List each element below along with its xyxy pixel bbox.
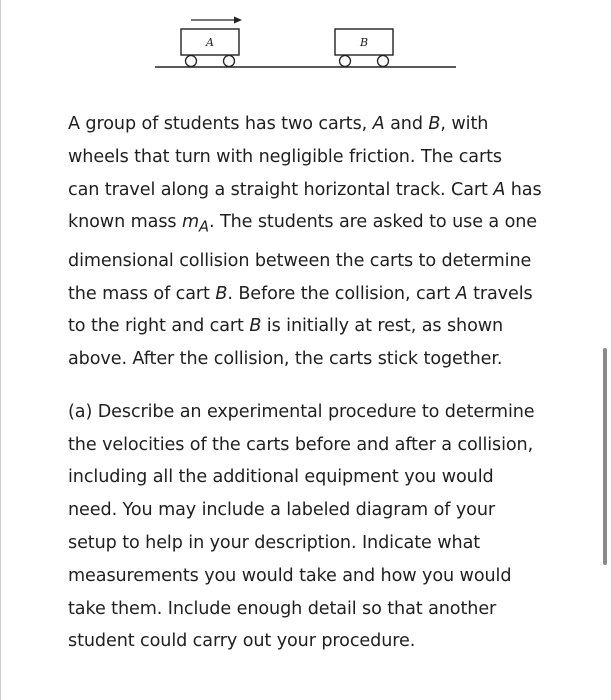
text-line: measurements you would take and how you would <box>68 565 512 586</box>
carts-diagram <box>150 8 462 74</box>
text-line: the velocities of the carts before and after a collision, <box>68 434 534 455</box>
cart-a-label: A <box>206 36 214 49</box>
cart-b-wheel-right <box>378 56 389 67</box>
text-line: need. You may include a labeled diagram of your <box>68 500 495 521</box>
question-text <box>68 108 593 658</box>
cart-a <box>181 29 239 67</box>
cart-a-wheel-right <box>224 56 235 67</box>
text-line: dimensional collision between the carts to determine <box>68 250 532 271</box>
text-line: A group of students has two carts, A and B, with <box>68 114 489 134</box>
cart-b-label: B <box>359 36 369 49</box>
cart-b <box>335 29 393 67</box>
text-line: above. After the collision, the carts stick together. <box>68 349 503 370</box>
question-a-paragraph <box>68 396 593 658</box>
text-line: (a) Describe an experimental procedure to determine <box>68 401 535 422</box>
cart-b-wheel-left <box>340 56 351 67</box>
text-line: can travel along a straight horizontal track. Cart A has <box>68 179 542 200</box>
text-line: wheels that turn with negligible friction. The carts <box>68 146 502 167</box>
text-line: to the right and cart B is initially at rest, as shown <box>68 316 504 337</box>
text-line: setup to help in your description. Indicate what <box>68 533 481 554</box>
problem-paragraph <box>68 108 593 376</box>
cart-a-wheel-left <box>186 56 197 67</box>
text-line: including all the additional equipment you would <box>68 467 494 488</box>
velocity-arrow <box>191 17 242 24</box>
text-line: student could carry out your procedure. <box>68 631 416 652</box>
text-line: known mass $m_A$. The students are asked to use a one <box>68 212 538 236</box>
text-line: the mass of cart B. Before the collision, cart A travels <box>68 283 533 304</box>
page-border-left <box>0 0 1 700</box>
text-line: take them. Include enough detail so that another <box>68 598 497 619</box>
scrollbar-thumb[interactable] <box>603 348 607 565</box>
